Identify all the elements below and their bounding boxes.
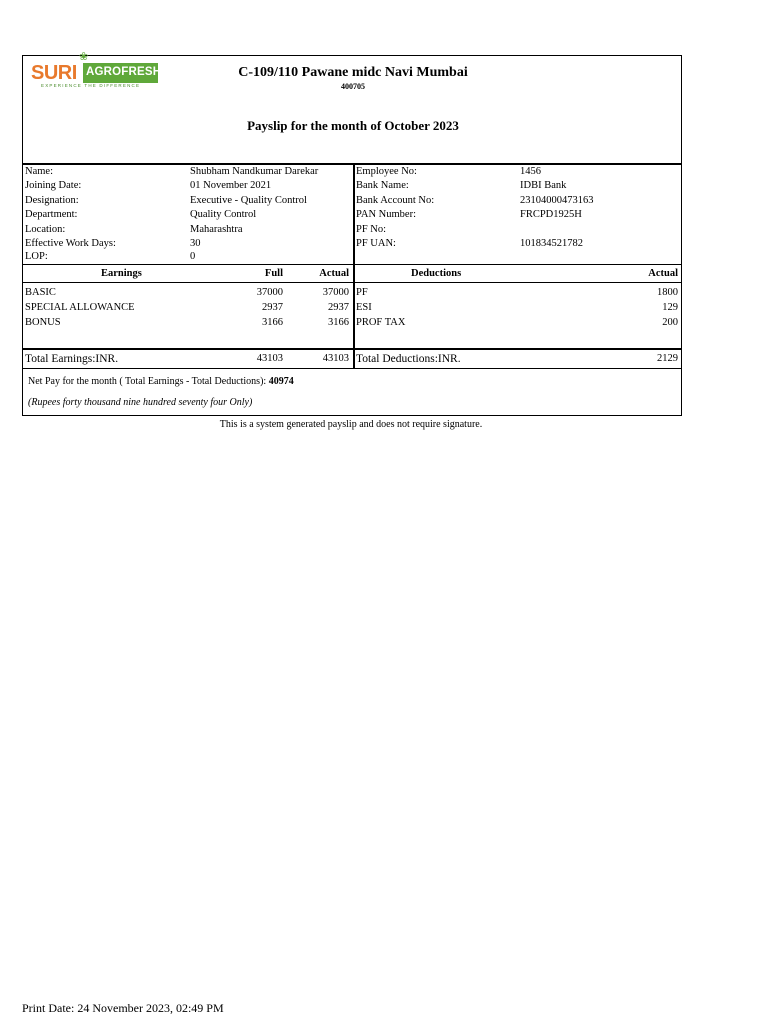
- full-header: Full: [264, 268, 283, 279]
- payslip-title: Payslip for the month of October 2023: [247, 118, 459, 133]
- deduction-actual: 1800: [657, 287, 678, 298]
- earning-full: 37000: [256, 287, 283, 298]
- earning-actual: 2937: [328, 302, 349, 313]
- value-pf-uan: 101834521782: [520, 238, 583, 249]
- logo-tagline: EXPERIENCE THE DIFFERENCE: [41, 83, 141, 88]
- label-pan: PAN Number:: [356, 209, 416, 220]
- label-designation: Designation:: [25, 195, 79, 206]
- deductions-header: Deductions: [411, 268, 462, 279]
- label-department: Department:: [25, 209, 78, 220]
- label-employee-no: Employee No:: [356, 166, 417, 177]
- label-name: Name:: [25, 166, 53, 177]
- value-department: Quality Control: [190, 209, 257, 220]
- label-location: Location:: [25, 224, 66, 235]
- label-joining-date: Joining Date:: [25, 180, 82, 191]
- divider-line: [23, 264, 681, 265]
- earning-actual: 37000: [322, 287, 349, 298]
- total-earnings-full: 43103: [256, 353, 283, 364]
- value-pan: FRCPD1925H: [520, 209, 582, 220]
- label-bank-name: Bank Name:: [356, 180, 409, 191]
- company-logo: [29, 51, 169, 94]
- value-lop: 0: [190, 251, 196, 262]
- system-generated-note: This is a system generated payslip and does not require signature.: [219, 419, 483, 430]
- net-pay-in-words: (Rupees forty thousand nine hundred seventy four Only): [28, 397, 253, 408]
- value-employee-no: 1456: [520, 166, 541, 177]
- earning-name: BONUS: [25, 317, 61, 328]
- value-bank-account: 23104000473163: [520, 195, 594, 206]
- label-pf-uan: PF UAN:: [356, 238, 396, 249]
- deductions-actual-header: Actual: [648, 268, 678, 279]
- payslip: [22, 51, 682, 416]
- divider-line: [23, 368, 681, 369]
- label-lop: LOP:: [25, 251, 48, 262]
- net-pay-value: 40974: [268, 376, 294, 387]
- total-earnings-actual: 43103: [322, 353, 349, 364]
- total-earnings-label: Total Earnings:INR.: [25, 353, 119, 365]
- leaf-icon: ❀: [79, 51, 89, 63]
- earning-full: 3166: [262, 317, 283, 328]
- earning-name: BASIC: [25, 287, 56, 298]
- deduction-name: ESI: [356, 302, 372, 313]
- company-pin: 400705: [341, 82, 365, 91]
- deduction-name: PROF TAX: [356, 317, 406, 328]
- label-work-days: Effective Work Days:: [25, 238, 116, 249]
- label-pf-no: PF No:: [356, 224, 387, 235]
- logo-sub-text: AGROFRESH: [86, 66, 162, 78]
- value-name: Shubham Nandkumar Darekar: [190, 166, 319, 177]
- deduction-actual: 129: [662, 302, 678, 313]
- value-location: Maharashtra: [190, 224, 243, 235]
- earning-actual: 3166: [328, 317, 349, 328]
- net-pay: [28, 376, 294, 388]
- value-designation: Executive - Quality Control: [190, 195, 307, 206]
- column-divider: [353, 163, 355, 369]
- logo-main-text: SURI: [31, 62, 77, 84]
- value-joining-date: 01 November 2021: [190, 180, 272, 191]
- payslip-header: [23, 51, 681, 165]
- deduction-actual: 200: [662, 317, 678, 328]
- actual-header: Actual: [319, 268, 349, 279]
- earnings-header: Earnings: [101, 268, 142, 279]
- value-bank-name: IDBI Bank: [520, 180, 567, 191]
- earning-name: SPECIAL ALLOWANCE: [25, 302, 135, 313]
- print-date: Print Date: 24 November 2023, 02:49 PM: [22, 1001, 224, 1015]
- net-pay-label: Net Pay for the month ( Total Earnings - Total Deductions):: [28, 376, 267, 387]
- company-address: C-109/110 Pawane midc Navi Mumbai: [238, 65, 468, 80]
- total-deductions-label: Total Deductions:INR.: [356, 353, 461, 365]
- value-work-days: 30: [190, 238, 201, 249]
- total-deductions-actual: 2129: [657, 353, 678, 364]
- divider-line: [23, 348, 681, 350]
- label-bank-account: Bank Account No:: [356, 195, 435, 206]
- divider-line: [23, 282, 681, 283]
- deduction-name: PF: [356, 287, 368, 298]
- earning-full: 2937: [262, 302, 283, 313]
